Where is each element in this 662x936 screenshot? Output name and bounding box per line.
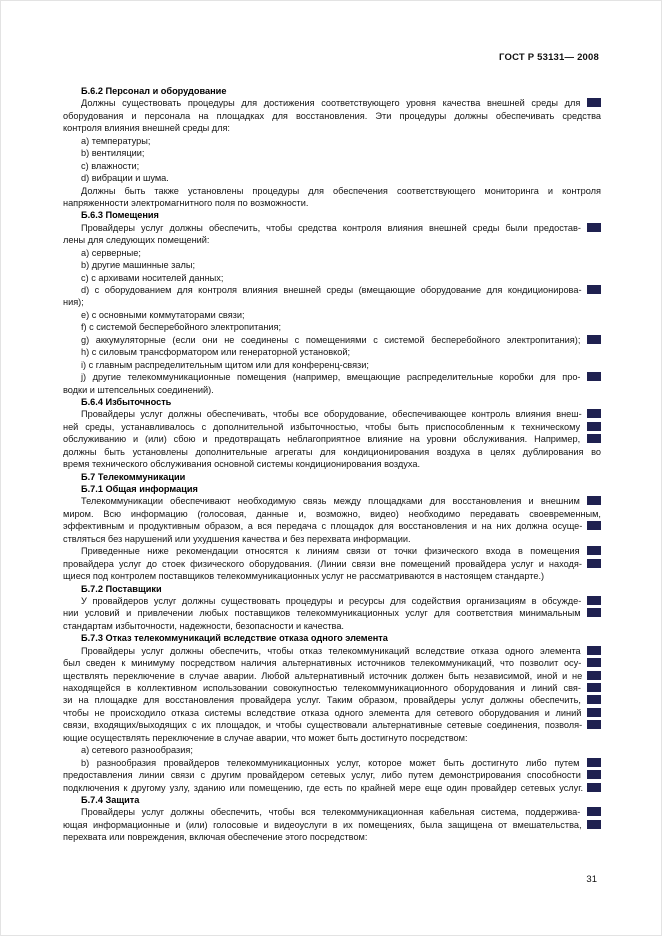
line-text: g) аккумуляторные (если они не соединены с помещениями с системой бесперебойного электропитания); xyxy=(81,334,581,345)
line-text: эффективным и продуктивным образом, а вся передача с площадок для восстановления и на них должна осуще- xyxy=(63,521,583,532)
redaction-mark xyxy=(587,223,601,232)
redaction-mark xyxy=(587,820,601,829)
doc-heading-line xyxy=(63,396,601,408)
line-text: ществлять переключение в случае аварии. Любой альтернативный источник должен быть независимой, иной и не xyxy=(63,670,583,681)
line-text: щиеся под контролем поставщиков телекоммуникационных услуг не рассматриваются в настоящем стандарте.) xyxy=(63,571,545,582)
doc-heading-line xyxy=(63,583,601,595)
line-text: Провайдеры услуг должны обеспечивать, чтобы все оборудование, обеспечивающее контроль влияния внеш- xyxy=(81,409,582,420)
line-text: провайдера услуг до стоек физического оборудования. (Линии связи вне помещений провайдера услуг и находя- xyxy=(63,558,582,569)
line-text: ствляться без нарушений или ухудшения качества и без перехвата информации. xyxy=(63,533,411,544)
doc-heading-line xyxy=(63,483,601,495)
line-text: находящейся в коллективном использовании совокупностью телекоммуникационного оборудования и линий свя- xyxy=(63,683,581,693)
line-text: стандартам избыточности, надежности, безопасности и качества. xyxy=(63,620,344,631)
redaction-mark xyxy=(587,758,601,767)
doc-text-line xyxy=(63,744,601,756)
doc-text-line xyxy=(63,645,601,657)
document-body xyxy=(63,85,601,844)
redaction-mark xyxy=(587,98,601,107)
doc-text-line xyxy=(63,520,601,532)
line-text: b) разнообразия провайдеров телекоммуникационных услуг, которое может быть достигнуто либо путем xyxy=(81,757,580,768)
line-text: водки и штепсельных соединений). xyxy=(63,384,214,395)
redaction-mark xyxy=(587,496,601,505)
doc-heading-line xyxy=(63,632,601,644)
doc-text-line xyxy=(63,769,601,781)
doc-text-line xyxy=(63,657,601,669)
doc-text-line xyxy=(63,433,601,445)
line-text: Провайдеры услуг должны обеспечить, чтобы средства контроля влияния внешней среды были предостав- xyxy=(81,222,581,233)
doc-heading-line xyxy=(63,209,601,221)
redaction-mark xyxy=(587,695,601,704)
redaction-mark xyxy=(587,646,601,655)
doc-text-line xyxy=(63,719,601,731)
line-text: c) с архивами носителей данных; xyxy=(81,272,224,283)
line-text: должны быть установлены дополнительные агрегаты для кондиционирования воздуха в целях дублирования во xyxy=(63,446,601,457)
doc-text-line xyxy=(63,359,601,371)
doc-text-line xyxy=(63,272,601,284)
doc-text-line xyxy=(63,533,601,545)
doc-text-line xyxy=(63,284,601,296)
doc-text-line xyxy=(63,259,601,271)
line-text: e) с основными коммутаторами связи; xyxy=(81,309,245,320)
doc-heading-line xyxy=(63,85,601,97)
doc-text-line xyxy=(63,694,601,706)
doc-heading-line xyxy=(63,471,601,483)
line-text: лены для следующих помещений: xyxy=(63,235,210,246)
doc-text-line xyxy=(63,321,601,333)
redaction-mark xyxy=(587,559,601,568)
line-text: i) с главным распределительным щитом или для конференц-связи; xyxy=(81,359,369,370)
line-text: Б.7.4 Защита xyxy=(81,794,140,805)
doc-text-line xyxy=(63,334,601,346)
line-text: ния); xyxy=(63,297,84,308)
line-text: Телекоммуникации обеспечивают необходимую связь между площадками для восстановления и внешним xyxy=(81,496,580,507)
doc-text-line xyxy=(63,620,601,632)
doc-text-line xyxy=(63,831,601,843)
line-text: a) серверные; xyxy=(81,247,141,258)
line-text: Провайдеры услуг должны обеспечить, чтобы вся телекоммуникационная кабельная система, поддержива- xyxy=(81,807,581,818)
line-text: h) с силовым трансформатором или генераторной установкой; xyxy=(81,347,351,358)
redaction-mark xyxy=(587,807,601,816)
redaction-mark xyxy=(587,546,601,555)
redaction-mark xyxy=(587,434,601,443)
redaction-mark xyxy=(587,372,601,381)
doc-text-line xyxy=(63,782,601,794)
line-text: Б.6.4 Избыточность xyxy=(81,396,172,407)
doc-text-line xyxy=(63,595,601,607)
line-text: Должны быть также установлены процедуры для обеспечения соответствующего мониторинга и контроля xyxy=(81,185,601,196)
doc-text-line xyxy=(63,670,601,682)
doc-text-line xyxy=(63,607,601,619)
line-text: b) другие машинные залы; xyxy=(81,260,196,271)
line-text: a) сетевого разнообразия; xyxy=(81,745,193,756)
line-text: перехвата или повреждения, включая обеспечение этого посредством: xyxy=(63,832,368,843)
line-text: оборудования и персонала на площадках для восстановления. Эти процедуры должны обеспечивать средства xyxy=(63,110,601,121)
redaction-mark xyxy=(587,608,601,617)
redaction-mark xyxy=(587,783,601,792)
doc-text-line xyxy=(63,222,601,234)
doc-text-line xyxy=(63,570,601,582)
doc-text-line xyxy=(63,732,601,744)
doc-text-line xyxy=(63,421,601,433)
line-text: Б.7 Телекоммуникации xyxy=(81,471,186,482)
line-text: f) с системой бесперебойного электропитания; xyxy=(81,322,282,333)
doc-text-line xyxy=(63,495,601,507)
line-text: Приведенные ниже рекомендации относятся к линиям связи от точки физического входа в помещения xyxy=(81,546,580,557)
line-text: был сведен к минимуму посредством наличия альтернативных источников телекоммуникаций, что позволит осу- xyxy=(63,658,582,669)
doc-text-line xyxy=(63,408,601,420)
line-text: ющие осуществлять переключение в случае аварии, что может быть достигнуто посредством: xyxy=(63,732,468,743)
redaction-mark xyxy=(587,671,601,680)
doc-text-line xyxy=(63,346,601,358)
doc-text-line xyxy=(63,707,601,719)
redaction-mark xyxy=(587,770,601,779)
line-text: Б.6.3 Помещения xyxy=(81,210,159,221)
line-text: напряженности электромагнитного поля по возможности. xyxy=(63,197,309,208)
line-text: чтобы не происходило отказа системы вследствие отказа одного элемента для сетевого оборудования и линий xyxy=(63,707,582,718)
line-text: Б.7.3 Отказ телекоммуникаций вследствие отказа одного элемента xyxy=(81,633,388,644)
doc-text-line xyxy=(63,508,601,520)
header-doc-code: ГОСТ Р 53131— 2008 xyxy=(499,52,599,63)
redaction-mark xyxy=(587,285,601,294)
line-text: b) вентиляции; xyxy=(81,148,145,159)
doc-text-line xyxy=(63,819,601,831)
line-text: связи, входящих/выходящих с их площадок, и чтобы существовали альтернативные сетевые соединения, позволя- xyxy=(63,720,583,731)
line-text: предоставления линии связи с другим провайдером сетевых услуг, либо путем демонстрирования способности xyxy=(63,770,581,781)
doc-text-line xyxy=(63,197,601,209)
line-text: время технического обслуживания основной системы кондиционирования воздуха. xyxy=(63,459,421,470)
line-text: зи на площадке для восстановления провайдера услуг. Таким образом, провайдеры услуг должны обеспечить, xyxy=(63,695,581,706)
doc-text-line xyxy=(63,545,601,557)
redaction-mark xyxy=(587,596,601,605)
doc-text-line xyxy=(63,806,601,818)
doc-text-line xyxy=(63,309,601,321)
doc-text-line xyxy=(63,135,601,147)
line-text: d) вибрации и шума. xyxy=(81,173,169,184)
line-text: j) другие телекоммуникационные помещения (например, вмещающие распределительные коробки для про- xyxy=(81,372,581,383)
line-text: миром. Всю информацию (голосовая, данные и, возможно, видео) необходимо передавать своевременным, xyxy=(63,508,601,519)
line-text: контроля влияния внешней среды для: xyxy=(63,123,230,134)
redaction-mark xyxy=(587,658,601,667)
redaction-mark xyxy=(587,720,601,729)
doc-text-line xyxy=(63,371,601,383)
line-text: У провайдеров услуг должны существовать процедуры и ресурсы для содействия организациям в обсужде- xyxy=(81,595,582,606)
page-number: 31 xyxy=(586,874,597,885)
line-text: c) влажности; xyxy=(81,160,140,171)
line-text: обслуживанию и (или) сбою и предотвращать неблагоприятное влияние на уровни обслуживания. Например, xyxy=(63,434,581,445)
line-text: a) температуры; xyxy=(81,135,151,146)
doc-text-line xyxy=(63,682,601,694)
doc-heading-line xyxy=(63,794,601,806)
redaction-mark xyxy=(587,422,601,431)
doc-text-line xyxy=(63,110,601,122)
doc-text-line xyxy=(63,160,601,172)
doc-text-line xyxy=(63,97,601,109)
doc-text-line xyxy=(63,558,601,570)
line-text: нии условий и привлечении любых поставщиков телекоммуникационных услуг для соответствия минимальным xyxy=(63,608,581,619)
redaction-mark xyxy=(587,683,601,692)
line-text: Б.7.2 Поставщики xyxy=(81,583,162,594)
redaction-mark xyxy=(587,335,601,344)
redaction-mark xyxy=(587,409,601,418)
line-text: Б.7.1 Общая информация xyxy=(81,484,198,494)
line-text: Должны существовать процедуры для достижения соответствующего уровня качества внешней среды для xyxy=(81,98,581,109)
line-text: d) с оборудованием для контроля влияния внешней среды (вмещающие оборудование для кондиционирова- xyxy=(81,285,582,295)
doc-text-line xyxy=(63,147,601,159)
doc-text-line xyxy=(63,185,601,197)
doc-text-line xyxy=(63,122,601,134)
line-text: Б.6.2 Персонал и оборудование xyxy=(81,86,227,96)
doc-text-line xyxy=(63,384,601,396)
line-text: ющая информационные и (или) голосовые и видеоуслуги в их помещениях, была защищена от вмешательства, xyxy=(63,819,582,830)
doc-text-line xyxy=(63,458,601,470)
redaction-mark xyxy=(587,521,601,530)
doc-text-line xyxy=(63,757,601,769)
doc-text-line xyxy=(63,172,601,184)
line-text: ней среды, устанавливалось с дополнительной избыточностью, чтобы быть приспособленным к техническому xyxy=(63,421,581,432)
doc-text-line xyxy=(63,234,601,246)
doc-text-line xyxy=(63,247,601,259)
redaction-mark xyxy=(587,708,601,717)
line-text: Провайдеры услуг должны обеспечить, чтобы отказ телекоммуникаций вследствие отказа одного элемента xyxy=(81,645,581,656)
doc-text-line xyxy=(63,446,601,458)
line-text: подключения к другому узлу, зданию или помещению, где есть по крайней мере еще один провайдер сетевых услуг. xyxy=(63,782,584,793)
doc-text-line xyxy=(63,296,601,308)
